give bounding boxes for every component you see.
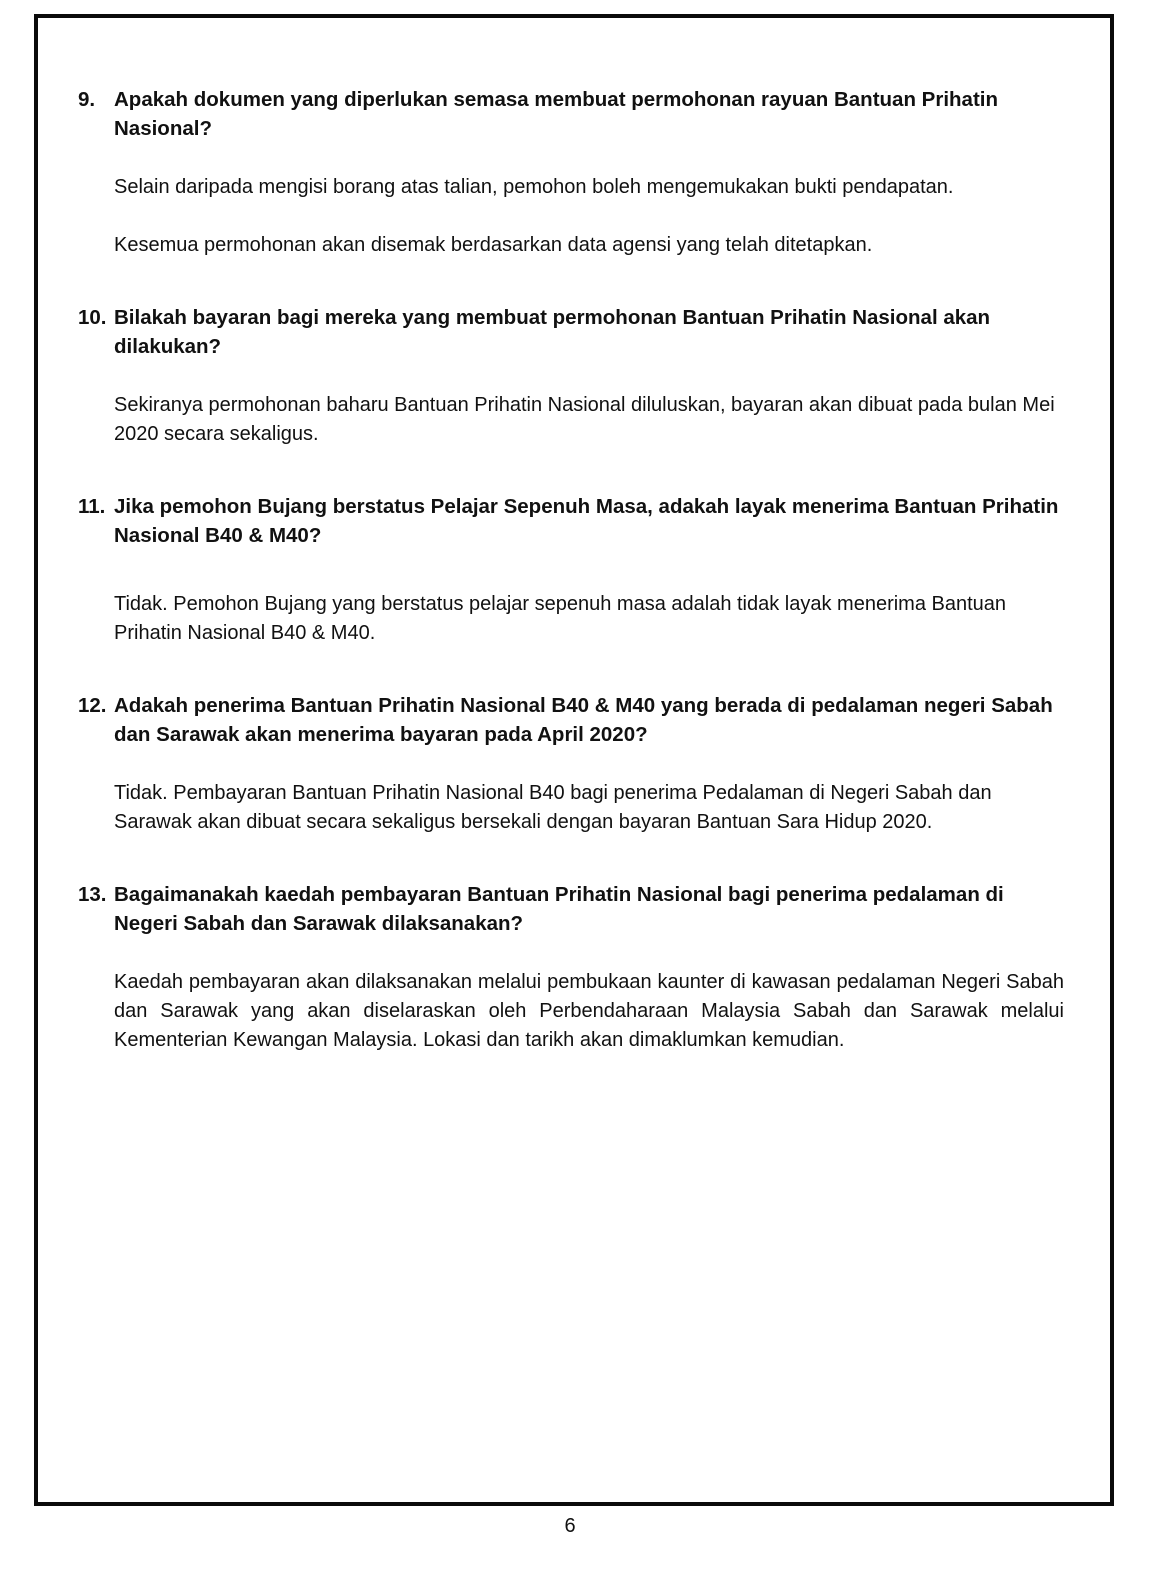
question-text: Adakah penerima Bantuan Prihatin Nasional B40 & M40 yang berada di pedalaman negeri Sabah dan Sarawak akan menerima bayaran pada April 2020? <box>114 694 1053 746</box>
answer-paragraph: Kesemua permohonan akan disemak berdasarkan data agensi yang telah ditetapkan. <box>114 234 873 256</box>
answer-paragraph: Selain daripada mengisi borang atas talian, pemohon boleh mengemukakan bukti pendapatan. <box>114 176 954 198</box>
faq-item-11 <box>78 492 1064 648</box>
page-number: 6 <box>564 1515 576 1537</box>
faq-item-13 <box>78 880 1064 1055</box>
answer-paragraph: Kaedah pembayaran akan dilaksanakan melalui pembukaan kaunter di kawasan pedalaman Negeri Sabah dan Sarawak yang akan diselaraskan oleh Perbendaharaan Malaysia Sabah dan Sarawak melalui Kementerian Kewangan Malaysia. Lokasi dan tarikh akan dimaklumkan kemudian. <box>114 971 1064 1051</box>
question-number: 10. <box>78 306 107 329</box>
question-text: Bagaimanakah kaedah pembayaran Bantuan Prihatin Nasional bagi penerima pedalaman di Negeri Sabah dan Sarawak dilaksanakan? <box>114 883 1004 935</box>
answer-paragraph: Sekiranya permohonan baharu Bantuan Prihatin Nasional diluluskan, bayaran akan dibuat pada bulan Mei 2020 secara sekaligus. <box>114 394 1055 445</box>
faq-item-12 <box>78 691 1064 837</box>
faq-question <box>78 492 1064 550</box>
question-number: 12. <box>78 694 107 717</box>
faq-question <box>78 85 1064 143</box>
question-number: 9. <box>78 88 96 111</box>
faq-content <box>78 85 1064 1055</box>
faq-item-9 <box>78 85 1064 260</box>
faq-question <box>78 691 1064 749</box>
faq-question <box>78 880 1064 938</box>
answer-paragraph: Tidak. Pembayaran Bantuan Prihatin Nasional B40 bagi penerima Pedalaman di Negeri Sabah dan Sarawak akan dibuat secara sekaligus bersekali dengan bayaran Bantuan Sara Hidup 2020. <box>114 782 992 833</box>
answer-paragraph: Tidak. Pemohon Bujang yang berstatus pelajar sepenuh masa adalah tidak layak menerima Bantuan Prihatin Nasional B40 & M40. <box>114 593 1007 644</box>
question-text: Bilakah bayaran bagi mereka yang membuat permohonan Bantuan Prihatin Nasional akan dilakukan? <box>114 306 991 358</box>
question-number: 11. <box>78 495 106 518</box>
question-number: 13. <box>78 883 107 906</box>
faq-question <box>78 303 1064 361</box>
question-text: Apakah dokumen yang diperlukan semasa membuat permohonan rayuan Bantuan Prihatin Nasional? <box>114 88 998 140</box>
faq-item-10 <box>78 303 1064 449</box>
question-text: Jika pemohon Bujang berstatus Pelajar Sepenuh Masa, adakah layak menerima Bantuan Prihatin Nasional B40 & M40? <box>114 495 1059 547</box>
